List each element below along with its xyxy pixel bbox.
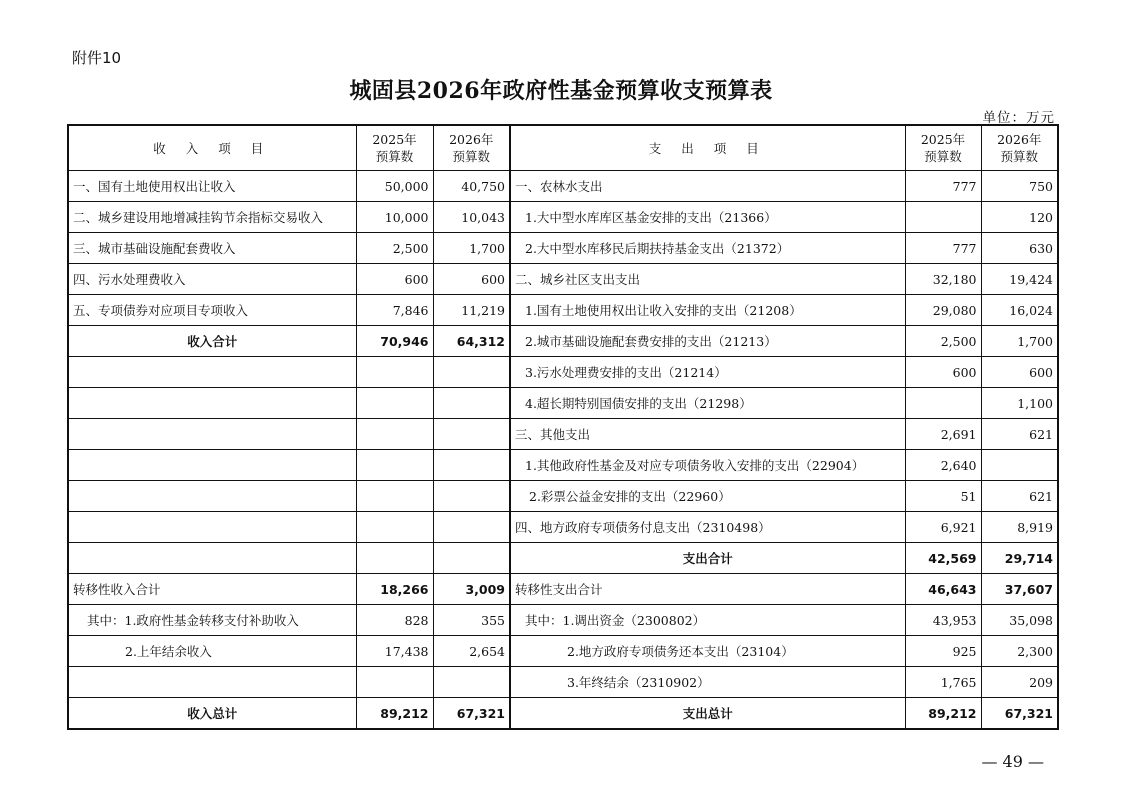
- table-row: [68, 202, 1058, 233]
- income-2026-cell: [433, 450, 510, 481]
- expense-2025-cell: 6,921: [905, 512, 981, 543]
- expense-2025-cell: 2,500: [905, 326, 981, 357]
- income-2026-cell: [433, 481, 510, 512]
- income-item-cell: [68, 481, 356, 512]
- income-2025-cell: [356, 419, 433, 450]
- income-2025-cell: 7,846: [356, 295, 433, 326]
- table-row: [68, 574, 1058, 605]
- table-row: [68, 512, 1058, 543]
- table-row: [68, 171, 1058, 202]
- income-2026-cell: [433, 543, 510, 574]
- page-title: 城固县2026年政府性基金预算收支预算表: [349, 78, 773, 104]
- income-item-cell: 三、城市基础设施配套费收入: [68, 233, 356, 264]
- income-2026-cell: [433, 667, 510, 698]
- attachment-label: 附件10: [72, 49, 122, 67]
- income-2026-cell: 64,312: [433, 326, 510, 357]
- budget-table: [67, 124, 1059, 730]
- income-2025-cell: 89,212: [356, 698, 433, 730]
- expense-item-cell: 1.其他政府性基金及对应专项债务收入安排的支出（22904）: [510, 450, 905, 481]
- income-item-cell: 一、国有土地使用权出让收入: [68, 171, 356, 202]
- unit-label: 单位：万元: [982, 110, 1055, 126]
- expense-2026-cell: 16,024: [981, 295, 1058, 326]
- income-2026-cell: 11,219: [433, 295, 510, 326]
- income-2025-header: 2025年 预算数: [356, 125, 433, 171]
- income-2026-cell: 355: [433, 605, 510, 636]
- expense-2025-cell: [905, 202, 981, 233]
- expense-item-cell: 其中：1.调出资金（2300802）: [510, 605, 905, 636]
- expense-2025-header: 2025年 预算数: [905, 125, 981, 171]
- expense-2026-cell: 621: [981, 419, 1058, 450]
- expense-2026-cell: [981, 450, 1058, 481]
- expense-2026-cell: 1,100: [981, 388, 1058, 419]
- expense-2026-cell: 67,321: [981, 698, 1058, 730]
- expense-2026-cell: 120: [981, 202, 1058, 233]
- expense-2025-cell: 43,953: [905, 605, 981, 636]
- expense-2025-cell: 51: [905, 481, 981, 512]
- income-item-cell: [68, 419, 356, 450]
- table-row: [68, 450, 1058, 481]
- income-2025-cell: 2,500: [356, 233, 433, 264]
- income-2026-cell: 2,654: [433, 636, 510, 667]
- expense-2026-cell: 19,424: [981, 264, 1058, 295]
- expense-item-cell: 四、地方政府专项债务付息支出（2310498）: [510, 512, 905, 543]
- expense-2026-cell: 29,714: [981, 543, 1058, 574]
- income-2025-cell: 828: [356, 605, 433, 636]
- income-item-cell: [68, 543, 356, 574]
- income-2025-cell: [356, 667, 433, 698]
- income-2025-cell: 18,266: [356, 574, 433, 605]
- expense-2026-header: 2026年 预算数: [981, 125, 1058, 171]
- income-2025-cell: [356, 481, 433, 512]
- income-2026-cell: 40,750: [433, 171, 510, 202]
- expense-2025-cell: 42,569: [905, 543, 981, 574]
- income-item-cell: 二、城乡建设用地增减挂钩节余指标交易收入: [68, 202, 356, 233]
- expense-2026-cell: 750: [981, 171, 1058, 202]
- expense-item-cell: 2.彩票公益金安排的支出（22960）: [510, 481, 905, 512]
- income-2025-cell: [356, 450, 433, 481]
- table-row: [68, 636, 1058, 667]
- income-2025-cell: 600: [356, 264, 433, 295]
- expense-2025-cell: 29,080: [905, 295, 981, 326]
- expense-item-cell: 三、其他支出: [510, 419, 905, 450]
- income-item-cell: [68, 357, 356, 388]
- expense-2026-cell: 35,098: [981, 605, 1058, 636]
- expense-2025-cell: 600: [905, 357, 981, 388]
- expense-2026-cell: 621: [981, 481, 1058, 512]
- table-row: [68, 388, 1058, 419]
- expense-2025-cell: 89,212: [905, 698, 981, 730]
- expense-2025-cell: 1,765: [905, 667, 981, 698]
- income-item-cell: [68, 512, 356, 543]
- table-row: [68, 481, 1058, 512]
- expense-2025-cell: 2,640: [905, 450, 981, 481]
- table-row: [68, 233, 1058, 264]
- expense-2026-cell: 37,607: [981, 574, 1058, 605]
- expense-grand-total-label: 支出总计: [510, 698, 905, 730]
- table-row: [68, 295, 1058, 326]
- income-item-cell: 五、专项债券对应项目专项收入: [68, 295, 356, 326]
- income-item-cell: [68, 667, 356, 698]
- income-2025-cell: 17,438: [356, 636, 433, 667]
- expense-2025-cell: 925: [905, 636, 981, 667]
- income-2026-cell: 1,700: [433, 233, 510, 264]
- income-2025-cell: [356, 357, 433, 388]
- income-2026-cell: 3,009: [433, 574, 510, 605]
- expense-2026-cell: 1,700: [981, 326, 1058, 357]
- income-subtotal-label: 收入合计: [68, 326, 356, 357]
- transfer-expense-label: 转移性支出合计: [510, 574, 905, 605]
- income-2026-cell: 67,321: [433, 698, 510, 730]
- income-item-header: 收 入 项 目: [68, 125, 356, 171]
- income-2025-cell: 70,946: [356, 326, 433, 357]
- expense-2025-cell: 777: [905, 171, 981, 202]
- transfer-income-label: 转移性收入合计: [68, 574, 356, 605]
- expense-2025-cell: 2,691: [905, 419, 981, 450]
- page-number: — 49 —: [981, 752, 1044, 771]
- expense-item-cell: 2.城市基础设施配套费安排的支出（21213）: [510, 326, 905, 357]
- expense-2025-cell: [905, 388, 981, 419]
- expense-2026-cell: 600: [981, 357, 1058, 388]
- table-row: [68, 357, 1058, 388]
- expense-subtotal-label: 支出合计: [510, 543, 905, 574]
- income-2026-cell: 600: [433, 264, 510, 295]
- table-row: [68, 667, 1058, 698]
- income-2025-cell: [356, 512, 433, 543]
- expense-item-cell: 二、城乡社区支出支出: [510, 264, 905, 295]
- table-header-row: [68, 125, 1058, 171]
- income-2026-cell: 10,043: [433, 202, 510, 233]
- expense-item-cell: 一、农林水支出: [510, 171, 905, 202]
- income-2025-cell: 10,000: [356, 202, 433, 233]
- income-item-cell: 2.上年结余收入: [68, 636, 356, 667]
- income-2026-cell: [433, 388, 510, 419]
- income-2026-cell: [433, 419, 510, 450]
- expense-2025-cell: 46,643: [905, 574, 981, 605]
- expense-2026-cell: 209: [981, 667, 1058, 698]
- expense-2026-cell: 2,300: [981, 636, 1058, 667]
- income-2025-cell: [356, 388, 433, 419]
- expense-item-cell: 1.国有土地使用权出让收入安排的支出（21208）: [510, 295, 905, 326]
- table-row: [68, 698, 1058, 730]
- income-item-cell: [68, 450, 356, 481]
- table-row: [68, 326, 1058, 357]
- expense-2026-cell: 630: [981, 233, 1058, 264]
- expense-item-cell: 1.大中型水库库区基金安排的支出（21366）: [510, 202, 905, 233]
- expense-2026-cell: 8,919: [981, 512, 1058, 543]
- expense-item-cell: 4.超长期特别国债安排的支出（21298）: [510, 388, 905, 419]
- expense-item-cell: 3.污水处理费安排的支出（21214）: [510, 357, 905, 388]
- expense-item-cell: 3.年终结余（2310902）: [510, 667, 905, 698]
- table-row: [68, 264, 1058, 295]
- expense-2025-cell: 777: [905, 233, 981, 264]
- income-2026-header: 2026年 预算数: [433, 125, 510, 171]
- expense-item-cell: 2.地方政府专项债务还本支出（23104）: [510, 636, 905, 667]
- expense-item-cell: 2.大中型水库移民后期扶持基金支出（21372）: [510, 233, 905, 264]
- table-row: [68, 605, 1058, 636]
- expense-2025-cell: 32,180: [905, 264, 981, 295]
- income-item-cell: 其中：1.政府性基金转移支付补助收入: [68, 605, 356, 636]
- income-2026-cell: [433, 357, 510, 388]
- income-2026-cell: [433, 512, 510, 543]
- table-row: [68, 543, 1058, 574]
- expense-item-header: 支 出 项 目: [510, 125, 905, 171]
- income-item-cell: [68, 388, 356, 419]
- income-2025-cell: 50,000: [356, 171, 433, 202]
- income-grand-total-label: 收入总计: [68, 698, 356, 730]
- income-2025-cell: [356, 543, 433, 574]
- table-row: [68, 419, 1058, 450]
- income-item-cell: 四、污水处理费收入: [68, 264, 356, 295]
